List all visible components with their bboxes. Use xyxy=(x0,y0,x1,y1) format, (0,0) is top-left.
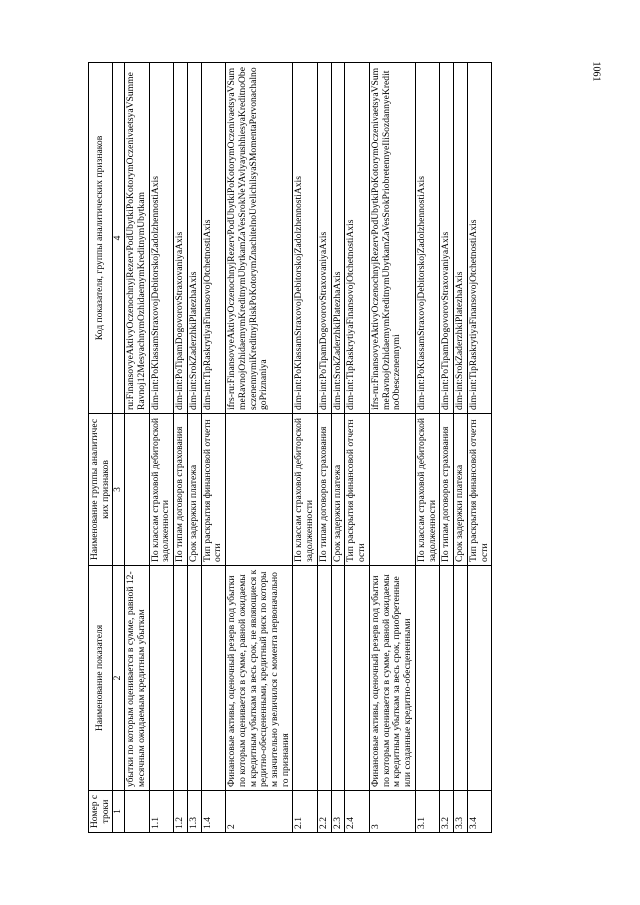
row-number-cell: 1.3 xyxy=(187,791,201,833)
table-body xyxy=(125,63,492,833)
table-row xyxy=(345,63,369,833)
indicator-name-cell xyxy=(454,566,468,791)
code-cell: dim-int:PoKlassamStraxovojDebitorskojZadolzhennostiAxis xyxy=(149,63,173,414)
code-cell: dim-int:SrokZaderzhkiPlatezhaAxis xyxy=(187,63,201,414)
group-name-cell: Тип раскрытия финансовой отчетности xyxy=(201,414,225,566)
indicator-name-cell: Финансовые активы, оценочный резерв под убытки по которым оценивается в сумме, равной ожидаемым кредитным убыткам за весь срок, приобретенные или созданные кредитно-обесцененными xyxy=(369,566,415,791)
row-number-cell: 2.1 xyxy=(293,791,317,833)
column-number: 1 xyxy=(113,791,125,833)
code-cell: ifrs-ru:FinansovyeAktivyOczenochnyjRezervPodUbytkiPoKotorymOczenivaetsyaVSummeRavnojOzhidaemymKreditnymUbytkamZaVesSrokNeYAvlyayushhiesyaKreditnoObesczenennymiKreditnyjRiskPoKotorymZnachitelnoUvelichilsyaSMomentaPervonachalnogoPriznaniya xyxy=(226,63,293,414)
table-row xyxy=(226,63,293,833)
group-name-cell: По типам договоров страхования xyxy=(174,414,188,566)
code-cell: dim-int:SrokZaderzhkiPlatezhaAxis xyxy=(331,63,345,414)
code-cell: dim-int:TipRaskrytiyaFinansovojOtchetnostiAxis xyxy=(467,63,491,414)
code-cell: dim-int:PoKlassamStraxovojDebitorskojZadolzhennostiAxis xyxy=(293,63,317,414)
group-name-cell: Срок задержки платежа xyxy=(454,414,468,566)
row-number-cell: 3.3 xyxy=(454,791,468,833)
indicator-name-cell: Финансовые активы, оценочный резерв под убытки по которым оценивается в сумме, равной ожидаемым кредитным убыткам за весь срок, не являющиеся кредитно-обесцененными, кредитный риск по которым значительно увеличился с момента первоначального признания xyxy=(226,566,293,791)
table-row xyxy=(201,63,225,833)
table-header-row xyxy=(89,63,113,833)
row-number-cell: 3 xyxy=(369,791,415,833)
indicator-name-cell xyxy=(293,566,317,791)
group-name-cell: По классам страховой дебиторской задолженности xyxy=(149,414,173,566)
column-number: 3 xyxy=(113,414,125,566)
row-number-cell: 1.4 xyxy=(201,791,225,833)
indicator-name-cell xyxy=(467,566,491,791)
table-row xyxy=(467,63,491,833)
group-name-cell: Срок задержки платежа xyxy=(331,414,345,566)
indicator-name-cell xyxy=(440,566,454,791)
page-number: 1061 xyxy=(590,61,602,82)
indicator-name-cell xyxy=(317,566,331,791)
header-indicator-name: Наименование показателя xyxy=(89,566,113,791)
table-row xyxy=(174,63,188,833)
indicator-name-cell xyxy=(415,566,439,791)
table-row xyxy=(415,63,439,833)
group-name-cell: По типам договоров страхования xyxy=(440,414,454,566)
table-row xyxy=(293,63,317,833)
group-name-cell xyxy=(226,414,293,566)
code-cell: dim-int:TipRaskrytiyaFinansovojOtchetnostiAxis xyxy=(345,63,369,414)
table-row xyxy=(454,63,468,833)
table-row xyxy=(440,63,454,833)
group-name-cell: Тип раскрытия финансовой отчетности xyxy=(345,414,369,566)
group-name-cell: Тип раскрытия финансовой отчетности xyxy=(467,414,491,566)
code-cell: dim-int:PoTipamDogovorovStraxovaniyaAxis xyxy=(440,63,454,414)
indicator-name-cell xyxy=(201,566,225,791)
group-name-cell: По классам страховой дебиторской задолженности xyxy=(415,414,439,566)
row-number-cell xyxy=(125,791,149,833)
group-name-cell xyxy=(125,414,149,566)
code-cell: ifrs-ru:FinansovyeAktivyOczenochnyjRezervPodUbytkiPoKotorymOczenivaetsyaVSummeRavnojOzhidaemymKreditnymUbytkamZaVesSrokPriobretennyeIliSozdannyeKreditnoObesczenennymi xyxy=(369,63,415,414)
indicator-name-cell xyxy=(345,566,369,791)
row-number-cell: 2.2 xyxy=(317,791,331,833)
indicator-name-cell xyxy=(187,566,201,791)
row-number-cell: 3.2 xyxy=(440,791,454,833)
code-cell: dim-int:TipRaskrytiyaFinansovojOtchetnostiAxis xyxy=(201,63,225,414)
header-group-name: Наименование группы аналитических признаков xyxy=(89,414,113,566)
column-number-row xyxy=(113,63,125,833)
row-number-cell: 1.1 xyxy=(149,791,173,833)
indicator-name-cell xyxy=(174,566,188,791)
table-row xyxy=(149,63,173,833)
group-name-cell: По классам страховой дебиторской задолженности xyxy=(293,414,317,566)
row-number-cell: 3.4 xyxy=(467,791,491,833)
header-code: Код показателя, группы аналитических признаков xyxy=(89,63,113,414)
rotated-page-content xyxy=(88,63,492,833)
row-number-cell: 2.4 xyxy=(345,791,369,833)
indicator-name-cell xyxy=(331,566,345,791)
group-name-cell xyxy=(369,414,415,566)
column-number: 2 xyxy=(113,566,125,791)
indicator-name-cell xyxy=(149,566,173,791)
code-cell: dim-int:SrokZaderzhkiPlatezhaAxis xyxy=(454,63,468,414)
code-cell: ru:FinansovyeAktivyOczenochnyjRezervPodUbytkiPoKotorymOczenivaetsyaVSummeRavnoj12MesyachnymOzhidaemymKreditnymUbytkam xyxy=(125,63,149,414)
row-number-cell: 3.1 xyxy=(415,791,439,833)
group-name-cell: По типам договоров страхования xyxy=(317,414,331,566)
code-cell: dim-int:PoTipamDogovorovStraxovaniyaAxis xyxy=(174,63,188,414)
indicator-name-cell: убытки по которым оценивается в сумме, равной 12-месячным ожидаемым кредитным убыткам xyxy=(125,566,149,791)
row-number-cell: 1.2 xyxy=(174,791,188,833)
table-row xyxy=(187,63,201,833)
indicator-table xyxy=(88,62,492,833)
table-row xyxy=(331,63,345,833)
group-name-cell: Срок задержки платежа xyxy=(187,414,201,566)
row-number-cell: 2 xyxy=(226,791,293,833)
code-cell: dim-int:PoKlassamStraxovojDebitorskojZadolzhennostiAxis xyxy=(415,63,439,414)
header-row-number: Номер строки xyxy=(89,791,113,833)
code-cell: dim-int:PoTipamDogovorovStraxovaniyaAxis xyxy=(317,63,331,414)
table-row xyxy=(317,63,331,833)
row-number-cell: 2.3 xyxy=(331,791,345,833)
table-row xyxy=(369,63,415,833)
column-number: 4 xyxy=(113,63,125,414)
table-row xyxy=(125,63,149,833)
